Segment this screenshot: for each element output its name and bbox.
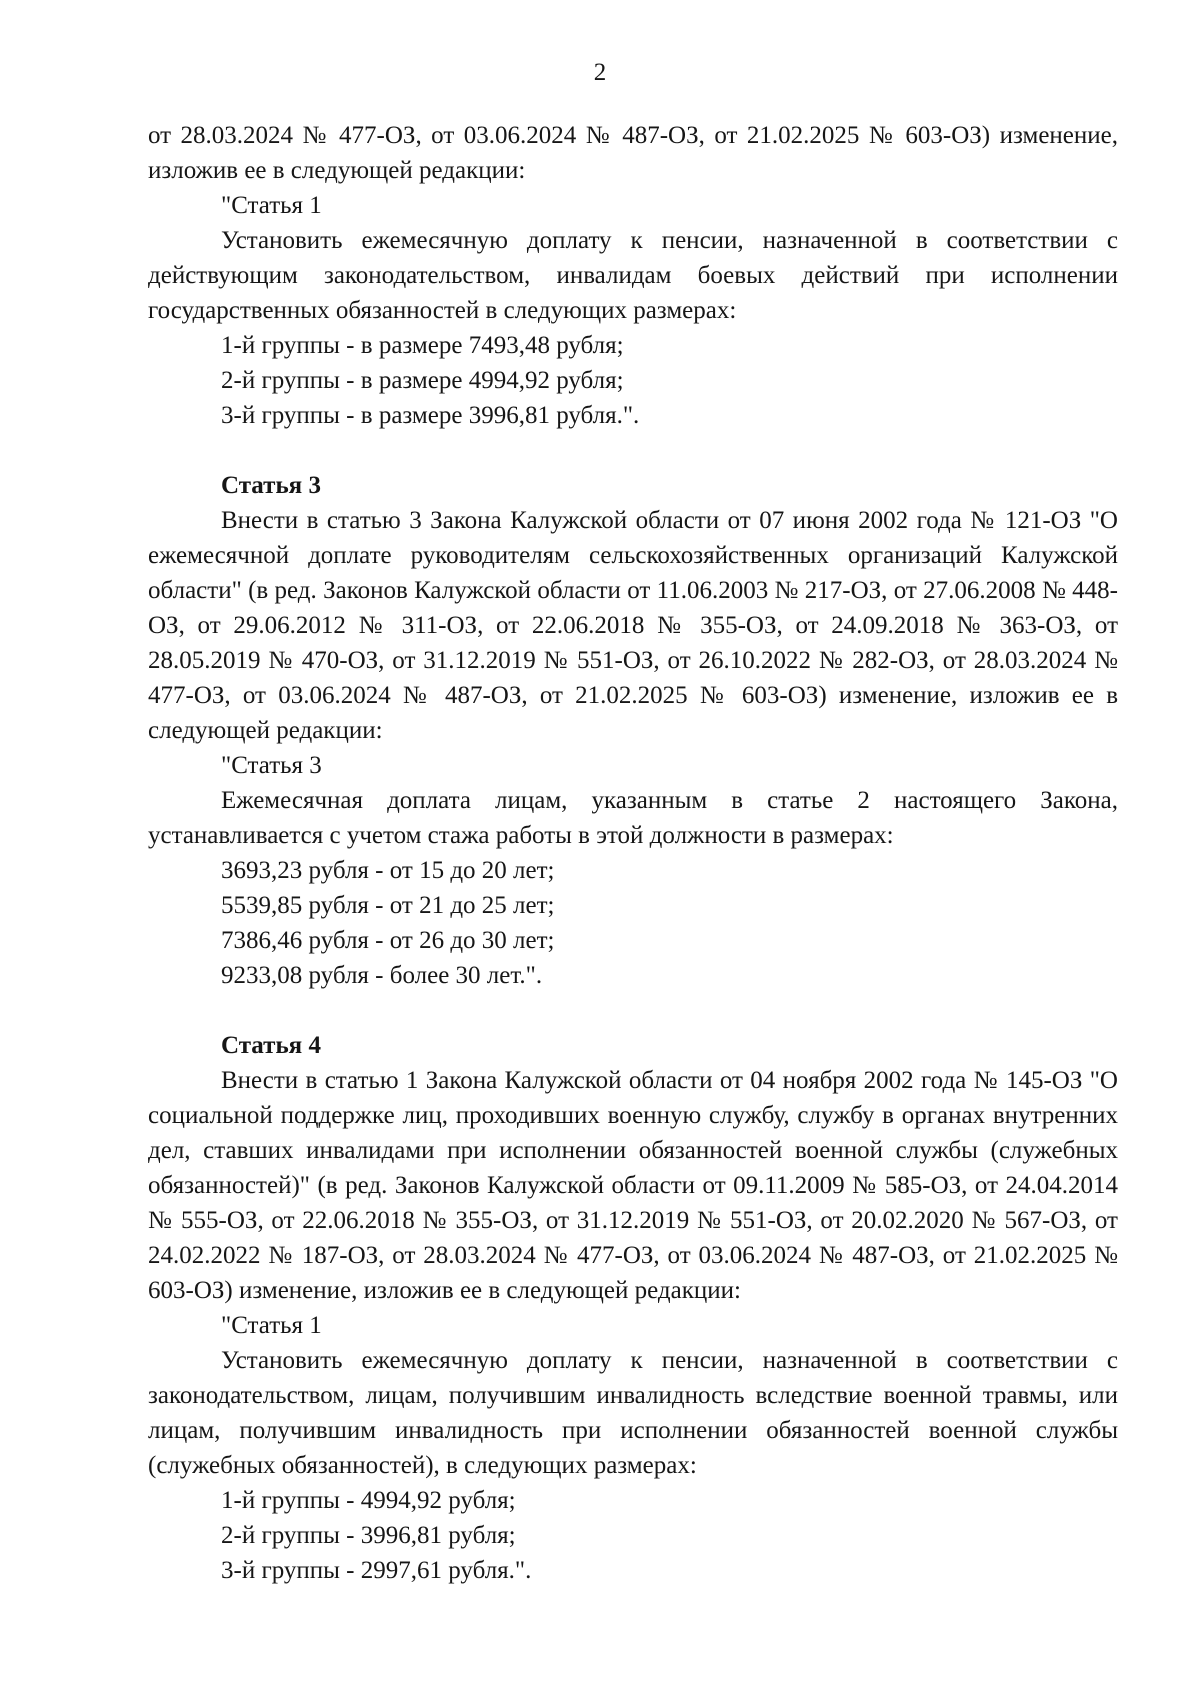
intro-line-1: от 28.03.2024 № 477-ОЗ, от 03.06.2024 № 487-ОЗ, от 21.02.2025 № 603-ОЗ) изменение, bbox=[148, 122, 1118, 149]
intro-item-2: 2-й группы - в размере 4994,92 рубля; bbox=[221, 367, 624, 394]
article-4-item-1: 1-й группы - 4994,92 рубля; bbox=[221, 1487, 516, 1514]
page-number: 2 bbox=[593, 59, 607, 86]
article-4-body: Внести в статью 1 Закона Калужской области от 04 ноября 2002 года № 145-ОЗ "О социальной поддержке лиц, проходивших военную службу, службу в органах внутренних дел, ставших инвалидами при исполнении обязанностей военной службы (служебных обязанностей)" (в ред. Законов Калужской области от 09.11.2009 № 585-ОЗ, от 24.04.2014 № 555-ОЗ, от 22.06.2018 № 355-ОЗ, от 31.12.2019 № 551-ОЗ, от 20.02.2020 № 567-ОЗ, от 24.02.2022 № 187-ОЗ, от 28.03.2024 № 477-ОЗ, от 03.06.2024 № 487-ОЗ, от 21.02.2025 № 603-ОЗ) изменение, изложив ее в следующей редакции: bbox=[148, 1067, 1118, 1304]
article-4-quote-body: Установить ежемесячную доплату к пенсии, назначенной в соответствии с законодательством, лицам, получившим инвалидность вследствие военной травмы, или лицам, получившим инвалидность при исполнении обязанностей военной службы (служебных обязанностей), в следующих размерах: bbox=[148, 1347, 1118, 1479]
article-4-heading: Статья 4 bbox=[221, 1032, 321, 1059]
intro-body: Установить ежемесячную доплату к пенсии, назначенной в соответствии с действующим законодательством, инвалидам боевых действий при исполнении государственных обязанностей в следующих размерах: bbox=[148, 227, 1118, 324]
article-4-item-2: 2-й группы - 3996,81 рубля; bbox=[221, 1522, 516, 1549]
article-3-heading: Статья 3 bbox=[221, 472, 321, 499]
intro-item-1: 1-й группы - в размере 7493,48 рубля; bbox=[221, 332, 624, 359]
article-4-section bbox=[148, 1028, 1118, 1588]
article-3-item-3: 7386,46 рубля - от 26 до 30 лет; bbox=[221, 927, 555, 954]
intro-section bbox=[148, 118, 1118, 433]
article-3-item-4: 9233,08 рубля - более 30 лет.". bbox=[221, 962, 543, 989]
article-3-body: Внести в статью 3 Закона Калужской области от 07 июня 2002 года № 121-ОЗ "О ежемесячной доплате руководителям сельскохозяйственных организаций Калужской области" (в ред. Законов Калужской области от 11.06.2003 № 217-ОЗ, от 27.06.2008 № 448-ОЗ, от 29.06.2012 № 311-ОЗ, от 22.06.2018 № 355-ОЗ, от 24.09.2018 № 363-ОЗ, от 28.05.2019 № 470-ОЗ, от 31.12.2019 № 551-ОЗ, от 26.10.2022 № 282-ОЗ, от 28.03.2024 № 477-ОЗ, от 03.06.2024 № 487-ОЗ, от 21.02.2025 № 603-ОЗ) изменение, изложив ее в следующей редакции: bbox=[148, 507, 1118, 744]
article-3-item-2: 5539,85 рубля - от 21 до 25 лет; bbox=[221, 892, 555, 919]
article-3-item-1: 3693,23 рубля - от 15 до 20 лет; bbox=[221, 857, 555, 884]
article-4-quote-title: "Статья 1 bbox=[221, 1312, 322, 1339]
document-body bbox=[148, 118, 1118, 1588]
article-3-quote-title: "Статья 3 bbox=[221, 752, 322, 779]
article-4-item-3: 3-й группы - 2997,61 рубля.". bbox=[221, 1557, 532, 1584]
intro-quote-title: "Статья 1 bbox=[221, 192, 322, 219]
article-3-quote-body: Ежемесячная доплата лицам, указанным в статье 2 настоящего Закона, устанавливается с учетом стажа работы в этой должности в размерах: bbox=[148, 787, 1118, 849]
section-gap bbox=[148, 993, 1118, 1028]
section-gap bbox=[148, 433, 1118, 468]
intro-item-3: 3-й группы - в размере 3996,81 рубля.". bbox=[221, 402, 640, 429]
intro-line-2: изложив ее в следующей редакции: bbox=[148, 157, 526, 184]
article-3-section bbox=[148, 468, 1118, 993]
